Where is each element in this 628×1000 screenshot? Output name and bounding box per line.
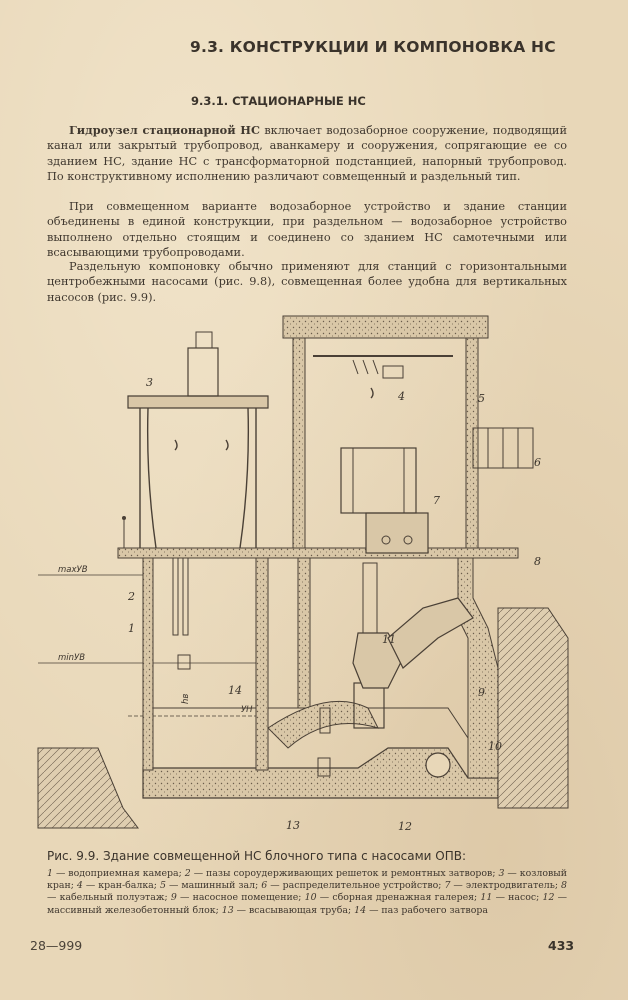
legend-text: — электродвигатель;: [450, 880, 562, 892]
left-ground: [38, 748, 138, 828]
page-number: 433: [548, 938, 575, 953]
legend-text: — кабельный полуэтаж;: [47, 892, 171, 904]
callout-2: 2: [128, 590, 135, 603]
callout-4: 4: [398, 390, 405, 403]
pump-room-left-wall: [298, 558, 310, 708]
legend-number: 14: [354, 904, 367, 916]
intake-left-wall: [143, 555, 153, 770]
callout-5: 5: [478, 392, 485, 405]
legend-number: 9: [170, 892, 177, 904]
legend-text: — насосное помещение;: [176, 892, 305, 904]
paragraph-2-text: При совмещенном варианте водозаборное устройство и здание станции объединены в единой конструкции, при раздельном — водозаборное устройство выполнено отдельно стоящим и соединено со зданием НС самотечными или всасывающими трубопроводами.: [47, 200, 567, 260]
legend-number: 13: [221, 904, 234, 916]
legend-text: — водоприемная камера;: [52, 868, 185, 879]
intake-right-wall: [256, 555, 268, 770]
callout-1: 1: [128, 622, 135, 635]
legend-number: 5: [159, 880, 166, 892]
callout-13: 13: [286, 819, 300, 832]
gantry-hoist: [188, 348, 218, 396]
paragraph-3-text: Раздельную компоновку обычно применяют для станций с горизонтальными центробежными насосами (рис. 9.8), совмещенная более удобна для вертикальных насосов (рис. 9.9).: [47, 260, 567, 304]
callout-6: 6: [534, 456, 541, 469]
gantry-crane-beam: [128, 396, 268, 408]
footer-signature: 28—999: [30, 938, 83, 953]
legend-number: 11: [480, 892, 493, 904]
legend-number: 6: [261, 880, 268, 892]
legend-number: 12: [542, 892, 555, 904]
electric-motor: [366, 513, 428, 553]
callout-12: 12: [398, 820, 412, 833]
pump-shaft: [363, 563, 377, 633]
legend-number: 3: [498, 868, 505, 879]
hall-left-column: [293, 338, 305, 548]
legend-number: 2: [184, 868, 191, 879]
callout-9: 9: [478, 686, 485, 699]
hall-right-column: [466, 338, 478, 548]
max-level-label: maxУВ: [58, 565, 88, 575]
right-ground: [498, 608, 568, 808]
min-level-label: minУВ: [58, 653, 86, 663]
callout-7: 7: [433, 494, 440, 507]
legend-text: — насос;: [492, 892, 543, 904]
drainage-gallery: [426, 753, 450, 777]
callout-8: 8: [534, 555, 541, 568]
h-label: hв: [181, 693, 191, 704]
gate-slot-1: [173, 555, 178, 635]
section-title: 9.3. КОНСТРУКЦИИ И КОМПОНОВКА НС: [190, 38, 556, 56]
legend-number: 4: [76, 880, 83, 892]
callout-11: 11: [382, 633, 396, 646]
figure-legend: [47, 868, 567, 917]
pump-station-figure: [28, 308, 588, 844]
legend-text: — пазы сороудерживающих решеток и ремонтных затворов;: [190, 868, 499, 879]
legend-text: — всасывающая труба;: [233, 904, 355, 916]
paragraph-1: [47, 123, 567, 185]
legend-number: 7: [444, 880, 451, 892]
pump-level-label: УН: [241, 705, 253, 715]
discharge-pipe: [388, 598, 473, 668]
paragraph-1-text: включает водозаборное сооружение, подводящий канал или закрытый трубопровод, аванкамеру и сооружения, сопрягающие ее со зданием НС, здание НС с трансформаторной подстанцией, напорный трубопровод. По конструктивному исполнению различают совмещенный и раздельный тип.: [47, 124, 567, 184]
callout-3: 3: [146, 376, 153, 389]
legend-number: 10: [304, 892, 317, 904]
paragraph-1-bold-lead: Гидроузел стационарной НС: [69, 123, 260, 137]
legend-text: — массивный железобетонный блок;: [47, 892, 568, 916]
legend-text: — паз рабочего затвора: [366, 904, 488, 916]
paragraph-3: [47, 259, 567, 305]
gantry-crane-legs: [140, 408, 256, 548]
callout-14: 14: [228, 684, 242, 697]
paragraph-2: [47, 199, 567, 261]
figure-caption-title: Рис. 9.9. Здание совмещенной НС блочного типа с насосами ОПВ:: [47, 849, 467, 863]
deck-slab: [118, 548, 518, 558]
legend-number: 1: [47, 868, 53, 879]
subsection-title: 9.3.1. СТАЦИОНАРНЫЕ НС: [191, 94, 366, 108]
gate-slot-2: [183, 555, 188, 635]
legend-text: — распределительное устройство;: [267, 880, 445, 892]
legend-number: 8: [561, 880, 568, 892]
roof-slab: [283, 316, 488, 338]
legend-text: — сборная дренажная галерея;: [316, 892, 481, 904]
legend-text: — машинный зал;: [165, 880, 262, 892]
callout-10: 10: [488, 740, 502, 753]
hall-gate-frame: [341, 448, 416, 513]
pump-station-drawing: [28, 308, 588, 844]
legend-text: — кран-балка;: [82, 880, 160, 892]
legend-text: — козловый кран;: [47, 868, 567, 892]
